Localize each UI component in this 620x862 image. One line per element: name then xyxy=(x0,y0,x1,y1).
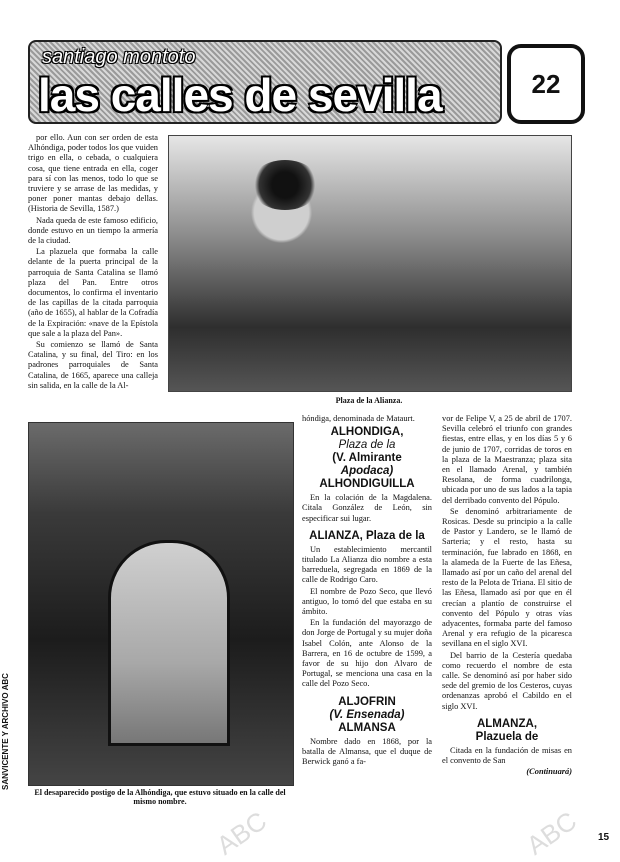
photo-plaza-alianza xyxy=(168,135,572,392)
col2-intro: hóndiga, denominada de Mataurt. xyxy=(302,414,415,423)
col2-paragraph: En la fundación del mayorazgo de don Jorge de Portugal y su mujer doña Isabel Colón, ante Alonso de la Barrera, en 16 de octubre de 1599, a favor de su hijo don Alvaro de Portugal, se menciona una casa en la calle del Pozo Seco. xyxy=(302,618,432,689)
col2-paragraph: En la colación de la Magdalena. Citala González de León, sin especificar sui lugar. xyxy=(302,493,432,523)
page-number: 15 xyxy=(598,832,610,843)
col2-paragraph: Un establecimiento mercantil titulado La Alianza dio nombre a esta barreduela, segregada en 1869 de la calle de Rodrigo Caro. xyxy=(302,544,432,585)
col3-paragraph: Se denominó arbitrariamente de Rosicas. Desde su principio a la calle de Pastor y Landero, se le llamó de Sarteria; y el resto, hasta su terminación, fue labrado en 1868, en la alameda de la Fuerte de las Eñesa, llamado así por un caño del arenal del resto de la Pelota de Triana. El sitio de las Eñesa, llamado así por que en él crecían a plantío de construirse el convento del Pópulo y otras vías adyacentes, formaba parte del famoso Arenal y era refugio de la picaresca sevillana en el siglo XVI. xyxy=(442,506,572,649)
author-kicker: santiago montoto xyxy=(42,46,196,68)
heading-aljofrin: ALJOFRIN (V. Ensenada) ALMANSA xyxy=(329,695,405,734)
heading-almanza: ALMANZA, Plazuela de xyxy=(475,717,539,743)
page-title: las calles de sevilla xyxy=(38,69,442,121)
col1-paragraph: Nada queda de este famoso edificio, donde estuvo en un tiempo la armería de la ciudad. xyxy=(28,215,158,246)
issue-number-badge: 22 xyxy=(507,44,585,124)
col1-paragraph: por ello. Aun con ser orden de esta Alhóndiga, poder todos los que vuiden trigo en ella, o cebada, o cualquiera cosa, que tiene entrada en ella, coger para sí con las menos, todo lo que se truviere y se arrase de las medidas, y poner poner mantas debajo dellas. (Historia de Sevilla, 1587.) xyxy=(28,133,158,214)
col1-paragraph: La plazuela que formaba la calle delante de la puerta principal de la parroquia de Santa Catalina se llamó plaza del Pan. Entre otros documentos, lo confirma el inventario de las capillas de la citada parroquia (año de 1655), al hablar de la Cofradía de la Expiración: «nave de la Epístola que sale a la plaza del Pan». xyxy=(28,247,158,338)
archway-shape xyxy=(108,540,230,746)
continued-note: (Continuará) xyxy=(526,767,572,777)
column-3 xyxy=(442,414,572,778)
col2-paragraph: El nombre de Pozo Seco, que llevó antiguo, lo tomó del que estaba en su ámbito. xyxy=(302,586,432,617)
palm-tree-shape xyxy=(250,160,320,210)
photo-credit: SANVICENTE Y ARCHIVO ABC xyxy=(1,673,10,790)
column-2 xyxy=(302,414,432,768)
heading-alianza: ALIANZA, Plaza de la xyxy=(309,529,425,542)
col3-paragraph: vor de Felipe V, a 25 de abril de 1707. Sevilla celebró el triunfo con grandes fiestas, entre ellas, y en los días 5 y 6 de junio de 1707, corridas de toros en la plaza de la Maestranza; plaza sita en el llamado Arenal, y también Resolana, de forma cuadrilonga, ubicada por uno de sus lados a la tapia del derribado convento del Pópulo. xyxy=(442,414,572,505)
col3-paragraph: Del barrio de la Cestería quedaba como recuerdo el nombre de esta calle. Se denominó así por haber sido sede del gremio de los Cesteros, cuyas ordenanzas aprobó el Cabildo en el siglo XVI. xyxy=(442,650,572,711)
col2-paragraph: Nombre dado en 1868, por la batalla de Almansa, que el duque de Berwick ganó a fa- xyxy=(302,736,432,767)
column-1 xyxy=(28,133,158,392)
caption-plaza: Plaza de la Alianza. xyxy=(335,396,403,405)
col3-paragraph: Citada en la fundación de misas en el convento de San xyxy=(442,745,572,766)
heading-alhondiga: ALHONDIGA, Plaza de la (V. Almirante Apodaca) ALHONDIGUILLA xyxy=(319,426,415,491)
caption-postigo: El desaparecido postigo de la Alhóndiga, que estuvo situado en la calle del mismo nombre. xyxy=(34,788,286,806)
watermark: ABC xyxy=(210,805,272,861)
col1-paragraph: Su comienzo se llamó de Santa Catalina, y su final, del Tiro: en los padrones parroquiales de Santa Catalina, de 1665, aparece una calleja sin salida, en la calle de la Al- xyxy=(28,340,158,390)
watermark: ABC xyxy=(520,805,582,861)
